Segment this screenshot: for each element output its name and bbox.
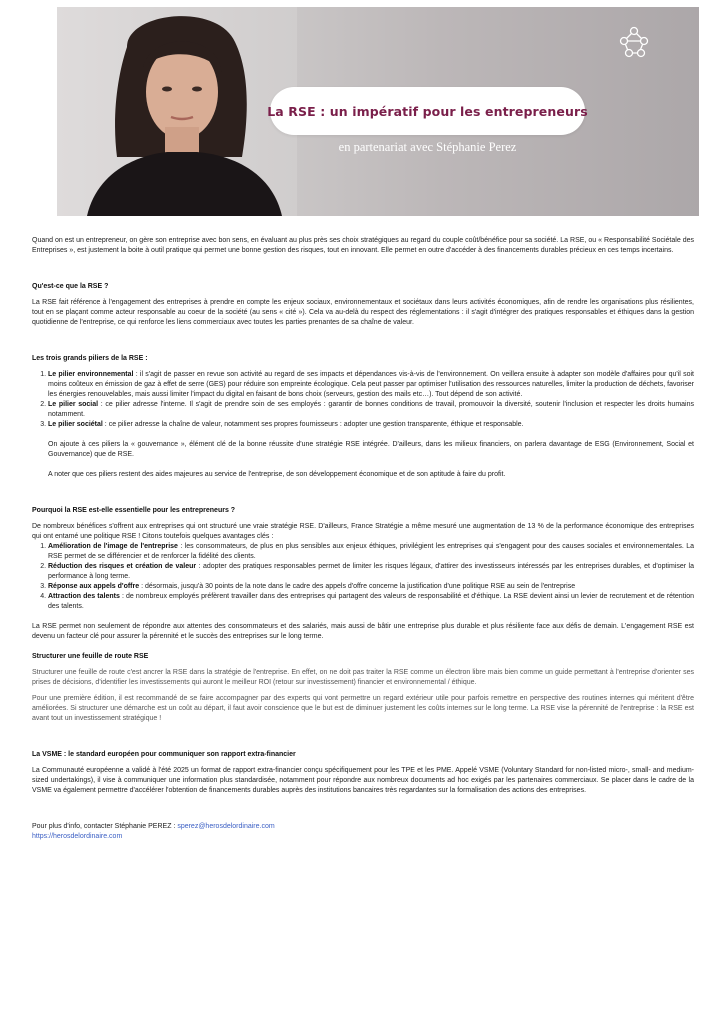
section-paragraph-what-is-rse: La RSE fait référence à l'engagement des entreprises à prendre en compte les enjeux sociaux, environnementaux et sociétaux dans leurs activités économiques, afin de rendre les organisations plus résilientes, tout en se plaçant comme acteur responsable au coeur de la société (au sens « cité »). Cela va au-delà du respect des réglementations : il s'agit d'intégrer des pratiques responsables et éthiques dans la gestion quotidienne de l'entreprise, ce qui renforce les liens commerciaux avec toutes les parties prenantes de sa chaîne de valeur.: [32, 299, 694, 326]
list-item: 2. Le pilier social : ce pilier adresse l'interne. Il s'agit de prendre soin de ses employés : garantir de bonnes conditions de travail, promouvoir la diversité, soutenir l'inclusion et respecter les droits humains notamment.: [48, 400, 694, 420]
section-intro-why-rse: De nombreux bénéfices s'offrent aux entreprises qui ont structuré une vraie stratégie RSE. D'ailleurs, France Stratégie a même mesuré une augmentation de 13 % de la performance économique des entreprises qui ont entamé une politique RSE ! Citons toutefois quelques avantages clés :: [32, 523, 694, 540]
roadmap-paragraph-1: Structurer une feuille de route c'est ancrer la RSE dans la stratégie de l'entreprise. En effet, on ne doit pas traiter la RSE comme un électron libre mais bien comme un guide permettant à l'entreprise d'orienter ses prises de décisions, d'identifier les investissements qui auront le meilleur ROI (retour sur investissement) financier et environnemental / éthique.: [32, 669, 694, 686]
portrait-photo: [57, 7, 297, 216]
list-item: 1. Amélioration de l'image de l'entreprise : les consommateurs, de plus en plus sensibles aux enjeux éthiques, privilégient les entreprises qui s'engagent pour des causes sociales et environnementales. La RSE permet de se différencier et de renforcer la fidélité des clients.: [48, 542, 694, 562]
pillars-note: A noter que ces piliers restent des aides majeures au service de l'entreprise, de son développement économique et de son aptitude à faire du profit.: [48, 471, 506, 478]
section-paragraph-vsme: La Communauté européenne a validé à l'été 2025 un format de rapport extra-financier conçu spécifiquement pour les TPE et les PME. Appelé VSME (Voluntary Standard for non-listed micro-, small- and medium-sized undertakings), il vise à communiquer une information plus standardisée, notamment pour répondre aux nombreux documents ad hoc exigés par les partenaires commerciaux. Se placer dans le cadre de la VSME va également permettre d'accélérer l'obtention de financements durables auprès des institutions bancaires très regardantes sur la formalisation des actions des entreprises.: [32, 767, 694, 794]
list-item: 4. Attraction des talents : de nombreux employés préfèrent travailler dans des entreprises qui partagent des valeurs de responsabilité et d'éthique. La RSE devient ainsi un levier de recrutement et de rétention des talents.: [48, 592, 694, 612]
network-icon: [617, 25, 651, 59]
list-item: 3. Réponse aux appels d'offre : désormais, jusqu'à 30 points de la note dans le cadre des appels d'offre concerne la justification d'une politique RSE au sein de l'entreprise: [48, 582, 694, 592]
article-body: [32, 236, 694, 842]
section-heading-roadmap: Structurer une feuille de route RSE: [32, 653, 149, 660]
banner-title: La RSE : un impératif pour les entrepreneurs: [267, 103, 588, 119]
section-heading-why-rse: Pourquoi la RSE est-elle essentielle pour les entrepreneurs ?: [32, 507, 236, 514]
website-link[interactable]: https://herosdelordinaire.com: [32, 833, 123, 840]
section-heading-vsme: La VSME : le standard européen pour communiquer son rapport extra-financier: [32, 751, 296, 758]
header-banner: [57, 7, 699, 216]
list-item: 3. Le pilier sociétal : ce pilier adresse la chaîne de valeur, notamment ses propres fournisseurs : adopter une gestion transparente, éthique et responsable.: [48, 420, 694, 430]
pillars-list: [32, 370, 694, 430]
intro-paragraph: Quand on est un entrepreneur, on gère son entreprise avec bon sens, en évaluant au plus près ses choix stratégiques au regard du couple coût/bénéfice pour sa société. La RSE, ou « Responsabilité Sociétale des Entreprises », est justement la boite à outil pratique qui permet une bonne gestion des risques, tout en innovant. Elle permet en outre d'accéder à des financements durables précieux en ces temps incertains.: [32, 237, 694, 254]
section-heading-what-is-rse: Qu'est-ce que la RSE ?: [32, 283, 109, 290]
website-line: [32, 832, 694, 842]
banner-title-pill: [267, 87, 588, 135]
contact-email-link[interactable]: sperez@herosdelordinaire.com: [177, 823, 275, 830]
contact-line: Pour plus d'info, contacter Stéphanie PEREZ : sperez@herosdelordinaire.com: [32, 823, 275, 830]
section-outro-why-rse: La RSE permet non seulement de répondre aux attentes des consommateurs et des salariés, mais aussi de bâtir une entreprise plus durable et plus résiliente face aux défis de demain. L'engagement RSE est devenu un facteur clé pour assurer la pérennité et le succès des entreprises sur le long terme.: [32, 623, 694, 640]
banner-subtitle: en partenariat avec Stéphanie Perez: [338, 140, 517, 154]
governance-note: On ajoute à ces piliers la « gouvernance », élément clé de la bonne réussite d'une stratégie RSE intégrée. D'ailleurs, dans les milieux financiers, on parlera davantage de ESG (Environnement, Social et Gouvernance) que de RSE.: [48, 441, 694, 458]
benefits-list: [32, 542, 694, 612]
roadmap-paragraph-2: Pour une première édition, il est recommandé de se faire accompagner par des experts qui vont permettre un regard extérieur utile pour parfois remettre en perspective des routines internes qui méritent d'être améliorées. Si structurer une démarche est un coût au départ, il faut avoir conscience que le but est de diminuer justement les coûts internes sur le long terme. La RSE vise la pérennité de l'entreprise : la RSE est avant tout un investissement stratégique !: [32, 695, 694, 722]
list-item: 1. Le pilier environnemental : il s'agit de passer en revue son activité au regard de ses impacts et dépendances vis-à-vis de l'environnement. On veillera ensuite à adapter son modèle d'affaires pour qu'il soit moins coûteux en émission de gaz à effet de serre (GES) pour réduire son empreinte écologique. Cela peut passer par optimiser l'utilisation des ressources naturelles, limiter la production de déchets, favoriser les énergies renouvelables, mais aussi limiter l'impact du digital en faisant de bons choix (serveurs, gestion des mails etc…). Tout dépend de son activité.: [48, 370, 694, 400]
list-item: 2. Réduction des risques et création de valeur : adopter des pratiques responsables permet de limiter les risques légaux, d'attirer des investisseurs intéressés par les entreprises durables, et d'optimiser la performance à long terme.: [48, 562, 694, 582]
section-heading-pillars: Les trois grands piliers de la RSE :: [32, 355, 148, 362]
